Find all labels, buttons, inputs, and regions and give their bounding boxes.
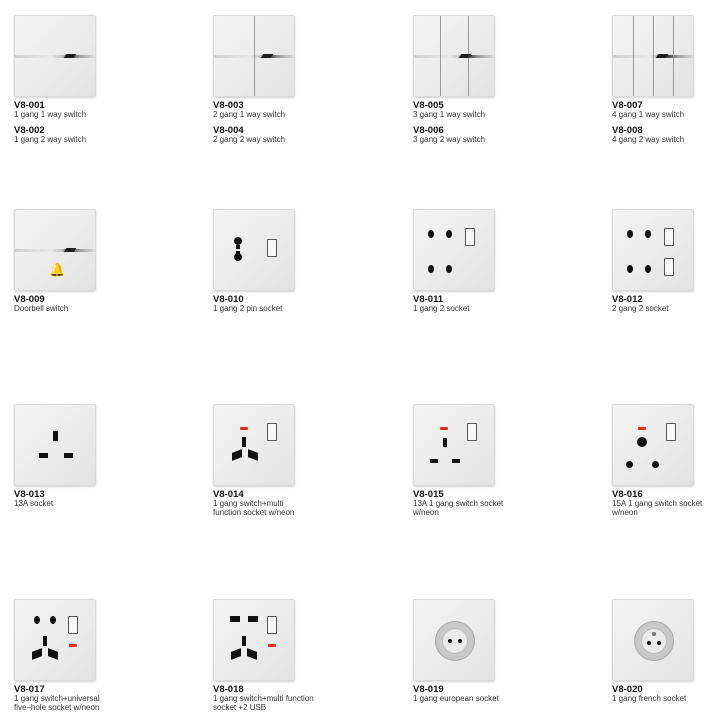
product-description-line-2: socket +2 USB: [213, 702, 267, 712]
product-code: V8-001: [14, 100, 45, 111]
socket-plate-2-gang-2: [612, 209, 694, 291]
product-card: [213, 15, 323, 144]
product-description: 15A 1 gang switch socket: [612, 499, 703, 508]
product-code: V8-007: [612, 100, 643, 111]
product-card: [213, 404, 323, 517]
product-description: 2 gang 2 socket: [612, 304, 669, 313]
socket-plate-2-pin: [213, 209, 295, 291]
product-description-line-2: w/neon: [612, 507, 638, 517]
socket-plate-universal-five-hole: [14, 599, 96, 681]
product-description: 1 gang french socket: [612, 694, 687, 703]
product-code: V8-013: [14, 489, 45, 500]
product-card: [612, 599, 722, 704]
product-description: 1 gang switch+multi function: [213, 694, 314, 703]
product-code: V8-012: [612, 294, 643, 305]
product-description: Doorbell switch: [14, 304, 69, 313]
product-card: [14, 209, 124, 314]
product-description: 13A 1 gang switch socket: [413, 499, 504, 508]
socket-plate-multi-function: [213, 404, 295, 486]
socket-plate-13a-switch: [413, 404, 495, 486]
product-code: V8-019: [413, 684, 444, 695]
product-code: V8-015: [413, 489, 444, 500]
product-card: [413, 599, 523, 704]
product-description: 2 gang 2 way switch: [213, 134, 286, 144]
product-code: V8-005: [413, 100, 444, 111]
product-description: 1 gang switch+universal: [14, 694, 100, 703]
product-description: 1 gang 2 pin socket: [213, 304, 283, 313]
product-code: V8-006: [413, 124, 444, 136]
product-card: [413, 404, 523, 517]
product-description: 13A socket: [14, 499, 54, 508]
product-description-line-2: w/neon: [413, 507, 439, 517]
product-description-line-2: function socket w/neon: [213, 507, 295, 517]
product-description: 4 gang 1 way switch: [612, 110, 685, 119]
socket-plate-french: [612, 599, 694, 681]
product-description: 1 gang 1 way switch: [14, 110, 87, 119]
product-description: 1 gang 2 socket: [413, 304, 470, 313]
product-description: 2 gang 1 way switch: [213, 110, 286, 119]
product-description: 1 gang european socket: [413, 694, 499, 703]
switch-plate-4-gang: [612, 15, 694, 97]
switch-plate-3-gang: [413, 15, 495, 97]
product-description: 4 gang 2 way switch: [612, 134, 685, 144]
socket-plate-multi-usb: [213, 599, 295, 681]
product-card: [413, 209, 523, 314]
socket-plate-13a: [14, 404, 96, 486]
doorbell-switch-plate: [14, 209, 96, 291]
switch-plate-1-gang: [14, 15, 96, 97]
product-code: V8-017: [14, 684, 45, 695]
bell-icon: 🔔: [49, 262, 66, 277]
product-card: [413, 15, 523, 144]
product-description: 1 gang 2 way switch: [14, 134, 87, 144]
product-code: V8-010: [213, 294, 244, 305]
product-description: 3 gang 1 way switch: [413, 110, 486, 119]
product-card: [612, 15, 722, 144]
product-card: [612, 209, 722, 314]
product-code: V8-004: [213, 124, 244, 136]
product-card: [14, 15, 124, 144]
product-code: V8-003: [213, 100, 244, 111]
product-description: 1 gang switch+multi: [213, 499, 284, 508]
product-card: [612, 404, 722, 517]
product-code: V8-016: [612, 489, 643, 500]
product-code: V8-020: [612, 684, 643, 695]
product-card: [213, 599, 323, 712]
product-code: V8-009: [14, 294, 45, 305]
product-description-line-2: five–hole socket w/neon: [14, 702, 100, 712]
product-code: V8-002: [14, 124, 45, 136]
product-card: [14, 404, 124, 509]
socket-plate-15a-switch: [612, 404, 694, 486]
socket-plate-european: [413, 599, 495, 681]
switch-plate-2-gang: [213, 15, 295, 97]
product-card: [14, 599, 124, 712]
socket-plate-1-gang-2: [413, 209, 495, 291]
product-description: 3 gang 2 way switch: [413, 134, 486, 144]
product-code: V8-011: [413, 294, 444, 305]
product-code: V8-018: [213, 684, 244, 695]
product-card: [213, 209, 323, 314]
product-code: V8-014: [213, 489, 244, 500]
product-code: V8-008: [612, 124, 643, 136]
